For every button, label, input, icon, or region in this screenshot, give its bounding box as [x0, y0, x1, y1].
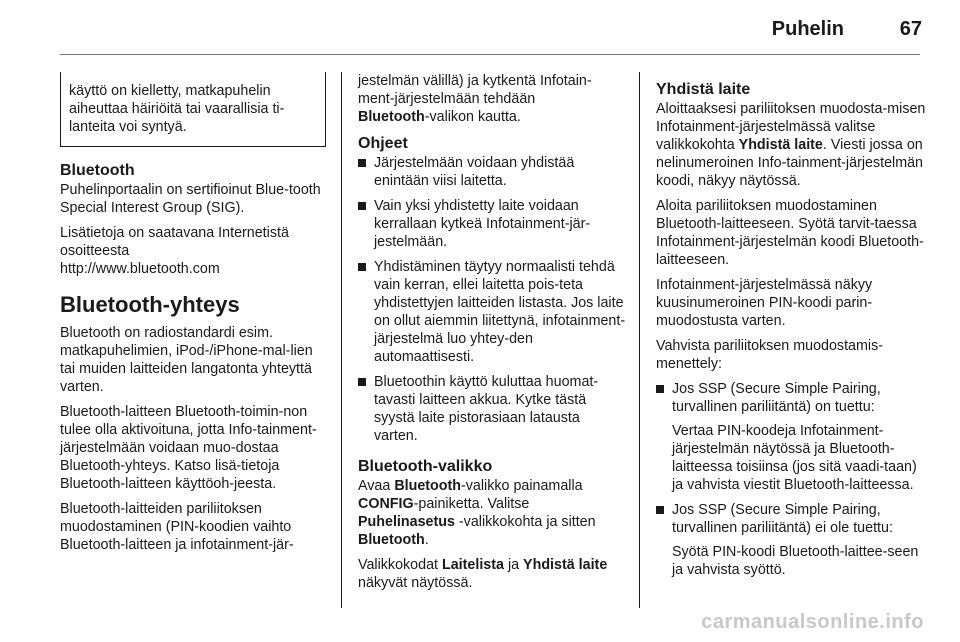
pairing-list	[656, 380, 928, 579]
bold-term: Yhdistä laite	[523, 557, 608, 573]
bold-term: Yhdistä laite	[738, 137, 823, 153]
bluetooth-sig-paragraph: Puhelinportaalin on sertifioinut Blue-tooth Special Interest Group (SIG).	[60, 182, 321, 216]
bluetooth-url: http://www.bluetooth.com	[60, 261, 220, 277]
text-run: -painiketta. Valitse	[413, 496, 530, 512]
bold-term: Laitelista	[441, 557, 504, 573]
list-item-body: Vertaa PIN-koodeja Infotainment-järjestelmän näytössä ja Bluetooth-laitteessa toisiinsa (jos sitä vaadi-taan) ja vahvista viestit Bluetooth-laitteessa.	[672, 423, 917, 493]
text-run: Valikkokodat	[358, 557, 442, 573]
continued-paragraph	[358, 72, 626, 126]
text-run: . Viesti jossa on nelinumeroinen Info-tainment-järjestelmän koodi, näkyy näytössä.	[656, 137, 924, 189]
menu-paragraph-1	[358, 477, 626, 549]
list-item-body: Syötä PIN-koodi Bluetooth-laittee-seen ja vahvista syöttö.	[672, 544, 919, 578]
connection-paragraph-3: Bluetooth-laitteiden pariliitoksen muodostaminen (PIN-koodien vaihto Bluetooth-laitteen ja infotainment-jär-	[60, 501, 294, 553]
list-item	[656, 380, 928, 494]
bluetooth-menu-term: Bluetooth	[358, 109, 425, 125]
connection-paragraph-2: Bluetooth-laitteen Bluetooth-toimin-non tulee olla aktivoituna, jotta Info-tainment-järjestelmään voidaan muo-dostaa Bluetooth-yhteys. Katso lisä-tietoja Bluetooth-laitteen käyttöoh-jeesta.	[60, 404, 317, 492]
bluetooth-menu-heading: Bluetooth-valikko	[358, 458, 493, 475]
bold-term: Bluetooth	[358, 532, 425, 548]
warning-note-box	[60, 72, 326, 147]
bluetooth-info-text: Lisätietoja on saatavana Internetistä osoitteesta	[60, 225, 289, 259]
bold-term: Bluetooth	[394, 478, 462, 494]
page-title: Puhelin	[771, 18, 844, 40]
list-item: Järjestelmään voidaan yhdistää enintään viisi laitetta.	[358, 154, 626, 190]
bluetooth-heading: Bluetooth	[60, 162, 135, 179]
list-item: Bluetoothin käyttö kuluttaa huomat-tavasti laitteen akkua. Kytke tästä syystä laite pistorasiaan latausta varten.	[358, 373, 626, 445]
page-header	[0, 0, 960, 50]
menu-paragraph-2	[358, 556, 626, 592]
connect-paragraph-1	[656, 100, 928, 190]
text-run: Aloittaaksesi pariliitoksen muodosta-misen Infotainment-järjestelmässä valitse valikkokohta	[656, 101, 926, 153]
warning-note-text: käyttö on kielletty, matkapuhelin aiheuttaa häiriöitä tai vaarallisia ti-lanteita voi syntyä.	[69, 83, 285, 135]
header-divider	[60, 54, 920, 55]
connect-device-heading: Yhdistä laite	[656, 81, 751, 98]
instructions-heading: Ohjeet	[358, 135, 408, 152]
continued-text: jestelmän välillä) ja kytkentä Infotain-ment-järjestelmään tehdään	[358, 73, 592, 107]
continued-tail: -valikon kautta.	[424, 109, 521, 125]
list-item: Vain yksi yhdistetty laite voidaan kerrallaan kytkeä Infotainment-jär-jestelmään.	[358, 197, 626, 251]
bold-term: Puhelinasetus	[358, 514, 455, 530]
list-item-title: Jos SSP (Secure Simple Pairing, turvallinen pariliitäntä) on tuettu:	[672, 381, 881, 415]
column-divider-2	[639, 72, 640, 608]
column-divider-1	[341, 72, 342, 608]
bold-term: CONFIG	[358, 496, 414, 512]
text-run: -valikkokohta ja sitten	[454, 514, 596, 530]
text-run: Avaa	[358, 478, 395, 494]
connect-paragraph-3: Infotainment-järjestelmässä näkyy kuusinumeroinen PIN-koodi parin-muodostusta varten.	[656, 277, 873, 329]
connection-paragraph-1: Bluetooth on radiostandardi esim. matkapuhelimien, iPod-/iPhone-mal-lien tai muiden laitteiden langatonta yhteyttä varten.	[60, 325, 313, 395]
text-run: .	[424, 532, 429, 548]
bluetooth-connection-heading: Bluetooth-yhteys	[60, 292, 240, 317]
text-run: ja	[503, 557, 524, 573]
text-run: näkyvät näytössä.	[358, 575, 473, 591]
connect-paragraph-2: Aloita pariliitoksen muodostaminen Bluetooth-laitteeseen. Syötä tarvit-taessa Infotainment-järjestelmän koodi Bluetooth-laitteeseen.	[656, 198, 924, 268]
list-item-title: Jos SSP (Secure Simple Pairing, turvallinen pariliitäntä) ei ole tuettu:	[672, 502, 893, 536]
column-3	[656, 72, 928, 586]
instructions-list	[358, 154, 626, 445]
list-item: Yhdistäminen täytyy normaalisti tehdä vain kerran, ellei laitetta pois-teta yhdistettyjen laitteiden listasta. Jos laite on ollut aiemmin liitettynä, infotainment-järjestelmä luo yhtey-den automaattisesti.	[358, 258, 626, 366]
text-run: -valikko painamalla	[461, 478, 583, 494]
column-2	[358, 72, 626, 599]
watermark: carmanualsonline.info	[701, 611, 924, 633]
connect-paragraph-4: Vahvista pariliitoksen muodostamis-menettely:	[656, 338, 883, 372]
column-1	[60, 72, 326, 561]
page-number: 67	[899, 18, 922, 40]
bluetooth-info-paragraph	[60, 224, 326, 278]
list-item	[656, 501, 928, 579]
